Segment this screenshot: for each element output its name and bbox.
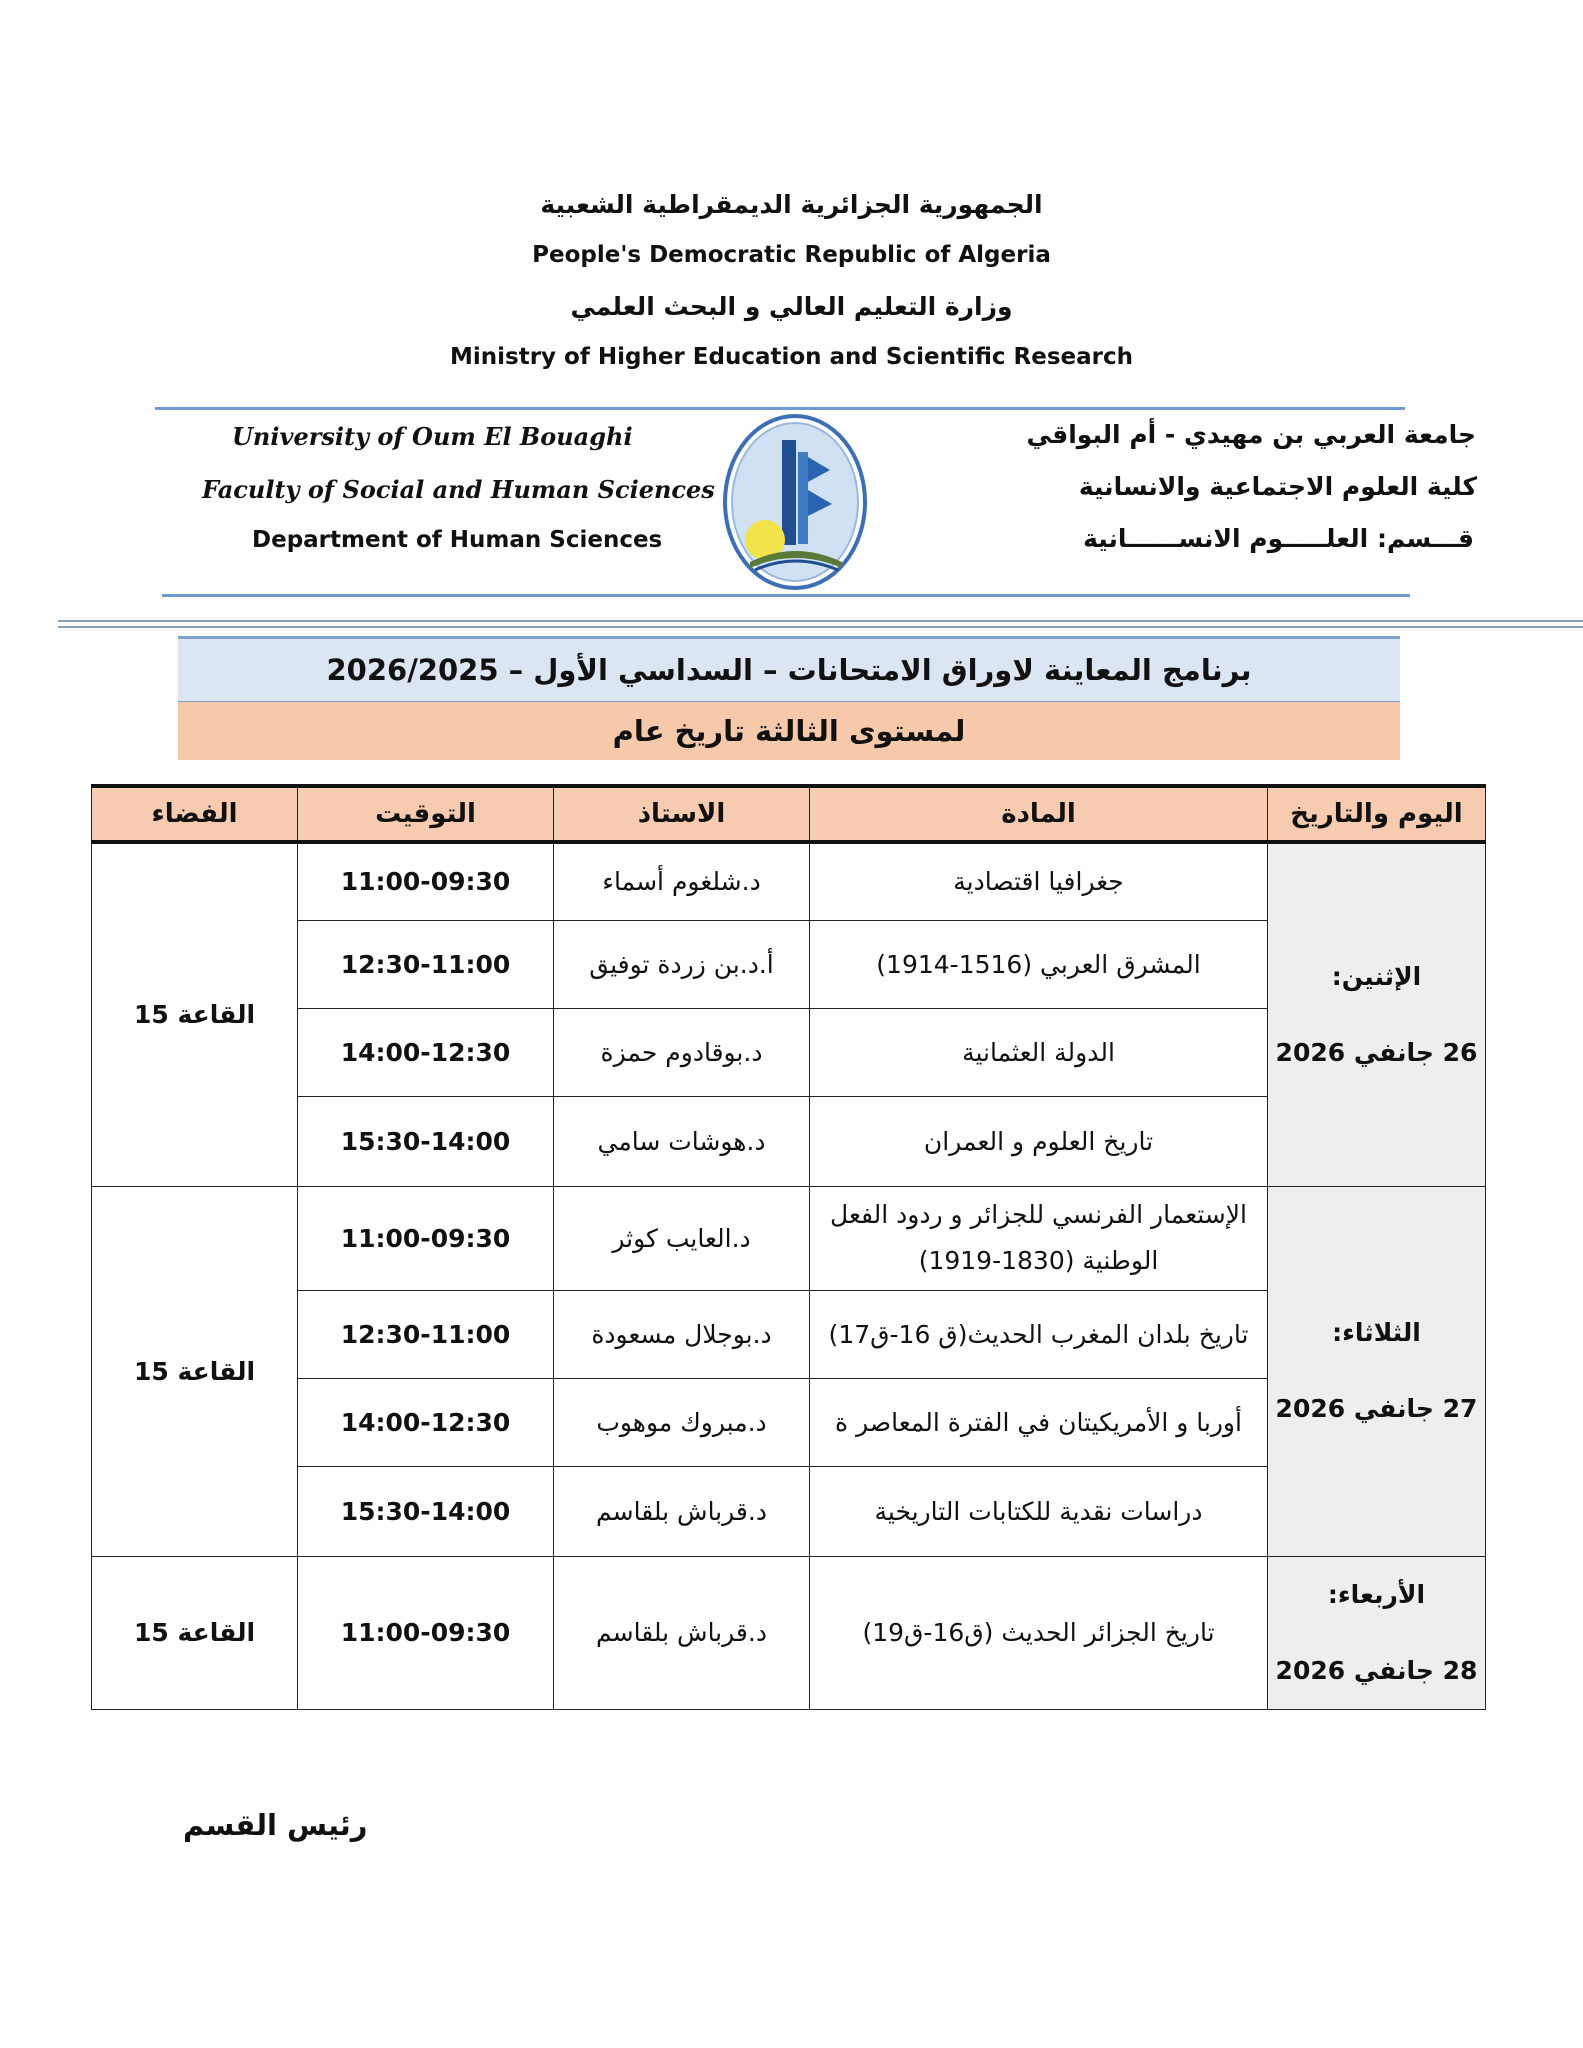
header-subject: المادة <box>810 786 1268 842</box>
time-cell: 14:00-12:30 <box>298 1378 554 1466</box>
teacher-cell: د.بوقادوم حمزة <box>554 1008 810 1096</box>
header-room: الفضاء <box>92 786 298 842</box>
time-cell: 12:30-11:00 <box>298 920 554 1008</box>
department-arabic: قـــسم: العلـــــوم الانســــــانية <box>1083 524 1474 553</box>
time-cell: 11:00-09:30 <box>298 842 554 920</box>
subject-cell: تاريخ الجزائر الحديث (ق16-ق19) <box>810 1556 1268 1709</box>
teacher-cell: أ.د.بن زردة توفيق <box>554 920 810 1008</box>
table-row <box>92 1186 1486 1290</box>
room-cell: القاعة 15 <box>92 842 298 1186</box>
table-header-row <box>92 786 1486 842</box>
day-cell <box>1268 1556 1486 1709</box>
day-name: الإثنين: <box>1331 961 1422 991</box>
level-banner: لمستوى الثالثة تاريخ عام <box>178 702 1400 760</box>
table-row <box>92 1556 1486 1709</box>
header-day: اليوم والتاريخ <box>1268 786 1486 842</box>
faculty-arabic: كلية العلوم الاجتماعية والانسانية <box>1078 472 1477 501</box>
day-cell <box>1268 842 1486 1186</box>
time-cell: 14:00-12:30 <box>298 1008 554 1096</box>
ministry-english: Ministry of Higher Education and Scientific Research <box>449 344 1133 370</box>
time-cell: 12:30-11:00 <box>298 1290 554 1378</box>
room-cell: القاعة 15 <box>92 1186 298 1556</box>
subject-cell: الدولة العثمانية <box>810 1008 1268 1096</box>
top-rule <box>155 407 1405 410</box>
day-date: 27 جانفي 2026 <box>1275 1394 1478 1423</box>
subject-cell: المشرق العربي (1516-1914) <box>810 920 1268 1008</box>
day-date: 28 جانفي 2026 <box>1275 1655 1478 1685</box>
day-name: الثلاثاء: <box>1332 1318 1421 1347</box>
republic-arabic: الجمهورية الجزائرية الديمقراطية الشعبية <box>540 190 1043 219</box>
subject-cell: دراسات نقدية للكتابات التاريخية <box>810 1466 1268 1556</box>
header-time: التوقيت <box>298 786 554 842</box>
teacher-cell: د.العايب كوثر <box>554 1186 810 1290</box>
day-cell <box>1268 1186 1486 1556</box>
teacher-cell: د.شلغوم أسماء <box>554 842 810 920</box>
subject-cell: الإستعمار الفرنسي للجزائر و ردود الفعل الوطنية (1830-1919) <box>810 1186 1268 1290</box>
time-cell: 15:30-14:00 <box>298 1096 554 1186</box>
day-date: 26 جانفي 2026 <box>1275 1037 1478 1067</box>
department-head-signature: رئيس القسم <box>183 1808 368 1842</box>
faculty-english: Faculty of Social and Human Sciences <box>202 475 715 504</box>
time-cell: 15:30-14:00 <box>298 1466 554 1556</box>
header-teacher: الاستاذ <box>554 786 810 842</box>
republic-english: People's Democratic Republic of Algeria <box>532 242 1051 268</box>
time-cell: 11:00-09:30 <box>298 1186 554 1290</box>
exam-schedule-table <box>91 784 1486 1710</box>
separator-rule-2 <box>58 626 1583 628</box>
subject-cell: جغرافيا اقتصادية <box>810 842 1268 920</box>
university-english: University of Oum El Bouaghi <box>232 422 633 451</box>
day-name: الأربعاء: <box>1327 1579 1426 1609</box>
time-cell: 11:00-09:30 <box>298 1556 554 1709</box>
teacher-cell: د.قرباش بلقاسم <box>554 1556 810 1709</box>
ministry-arabic: وزارة التعليم العالي و البحث العلمي <box>570 292 1013 321</box>
teacher-cell: د.مبروك موهوب <box>554 1378 810 1466</box>
bottom-rule <box>162 594 1410 597</box>
teacher-cell: د.هوشات سامي <box>554 1096 810 1186</box>
table-row <box>92 842 1486 920</box>
subject-cell: أوربا و الأمريكيتان في الفترة المعاصر ة <box>810 1378 1268 1466</box>
subject-cell: تاريخ بلدان المغرب الحديث(ق 16-ق17) <box>810 1290 1268 1378</box>
university-arabic: جامعة العربي بن مهيدي - أم البواقي <box>1026 420 1476 449</box>
department-english: Department of Human Sciences <box>252 527 663 553</box>
teacher-cell: د.قرباش بلقاسم <box>554 1466 810 1556</box>
subject-cell: تاريخ العلوم و العمران <box>810 1096 1268 1186</box>
program-title-banner: برنامج المعاينة لاوراق الامتحانات – السداسي الأول – 2026/2025 <box>178 636 1400 703</box>
university-logo-icon <box>720 412 870 592</box>
room-cell: القاعة 15 <box>92 1556 298 1709</box>
separator-rule <box>58 620 1583 622</box>
teacher-cell: د.بوجلال مسعودة <box>554 1290 810 1378</box>
